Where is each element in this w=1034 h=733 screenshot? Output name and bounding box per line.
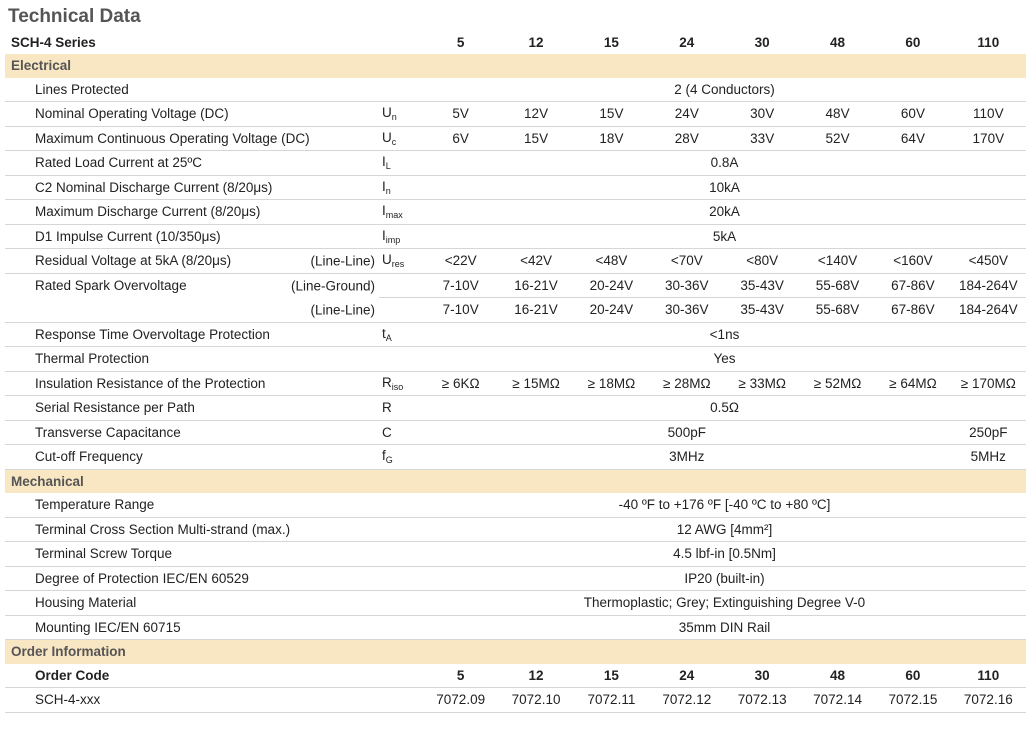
page-title: Technical Data bbox=[8, 6, 141, 27]
variant-header: 48 bbox=[800, 664, 875, 688]
table-row bbox=[5, 175, 1026, 200]
row-label: Mounting IEC/EN 60715 bbox=[5, 615, 379, 640]
table-row bbox=[5, 78, 1026, 102]
cell-value: 67-86V bbox=[875, 298, 950, 323]
order-code: 7072.13 bbox=[725, 688, 800, 713]
order-code: 7072.15 bbox=[875, 688, 950, 713]
variant-header: 12 bbox=[498, 664, 573, 688]
cell-value: 35-43V bbox=[725, 298, 800, 323]
cell-value: ≥ 15MΩ bbox=[498, 371, 573, 396]
order-code: 7072.12 bbox=[649, 688, 724, 713]
cell-value: 15V bbox=[574, 102, 649, 127]
cell-value: 20-24V bbox=[574, 298, 649, 323]
technical-data-table bbox=[5, 31, 1026, 713]
variant-header: 24 bbox=[649, 664, 724, 688]
order-code: 7072.14 bbox=[800, 688, 875, 713]
row-label: Lines Protected bbox=[5, 78, 379, 102]
cell-value: 30-36V bbox=[649, 273, 724, 298]
cell-value: ≥ 28MΩ bbox=[649, 371, 724, 396]
table-row bbox=[5, 371, 1026, 396]
cell-value: 12V bbox=[498, 102, 573, 127]
row-label: Serial Resistance per Path bbox=[5, 396, 379, 421]
cell-value: <70V bbox=[649, 249, 724, 274]
row-qualifier: (Line-Line) bbox=[310, 302, 375, 317]
row-value: <1ns bbox=[423, 322, 1026, 347]
row-value: 2 (4 Conductors) bbox=[423, 78, 1026, 102]
row-value: Yes bbox=[423, 347, 1026, 372]
row-value: -40 ºF to +176 ºF [-40 ºC to +80 ºC] bbox=[423, 493, 1026, 517]
table-row bbox=[5, 445, 1026, 470]
cell-value: ≥ 64MΩ bbox=[875, 371, 950, 396]
row-value: 0.5Ω bbox=[423, 396, 1026, 421]
cell-value: ≥ 18MΩ bbox=[574, 371, 649, 396]
cell-value: 5MHz bbox=[951, 445, 1026, 470]
row-symbol: $I_{imp}$ bbox=[379, 224, 423, 249]
cell-value: <22V bbox=[423, 249, 498, 274]
cell-value: ≥ 33MΩ bbox=[725, 371, 800, 396]
cell-value: 33V bbox=[725, 126, 800, 151]
row-label: Maximum Discharge Current (8/20μs) bbox=[5, 200, 379, 225]
cell-value: <450V bbox=[951, 249, 1026, 274]
row-label: Terminal Cross Section Multi-strand (max.) bbox=[5, 517, 379, 542]
row-value: 4.5 lbf-in [0.5Nm] bbox=[423, 542, 1026, 567]
cell-value: ≥ 170MΩ bbox=[951, 371, 1026, 396]
cell-value: 30V bbox=[725, 102, 800, 127]
row-symbol: $I_n$ bbox=[379, 175, 423, 200]
row-label: C2 Nominal Discharge Current (8/20μs) bbox=[5, 175, 379, 200]
cell-value: 67-86V bbox=[875, 273, 950, 298]
table-row bbox=[5, 420, 1026, 445]
row-label: Response Time Overvoltage Protection bbox=[5, 322, 379, 347]
cell-value: <48V bbox=[574, 249, 649, 274]
cell-value: 52V bbox=[800, 126, 875, 151]
row-label: Cut-off Frequency bbox=[5, 445, 379, 470]
order-code: 7072.11 bbox=[574, 688, 649, 713]
order-code: 7072.09 bbox=[423, 688, 498, 713]
row-value: 10kA bbox=[423, 175, 1026, 200]
row-label: Rated Spark Overvoltage (Line-Ground) bbox=[35, 278, 375, 293]
cell-value: 5V bbox=[423, 102, 498, 127]
table-row bbox=[5, 102, 1026, 127]
row-label: D1 Impulse Current (10/350μs) bbox=[5, 224, 379, 249]
variant-header: 24 bbox=[679, 35, 695, 50]
order-header-row bbox=[5, 664, 1026, 688]
cell-value: 20-24V bbox=[574, 273, 649, 298]
row-label: Residual Voltage at 5kA (8/20μs) (Line-Line) bbox=[5, 249, 379, 274]
section-title: Mechanical bbox=[5, 469, 1026, 493]
cell-value: 18V bbox=[574, 126, 649, 151]
variant-header: 15 bbox=[574, 664, 649, 688]
order-code: 7072.16 bbox=[951, 688, 1026, 713]
cell-value: 55-68V bbox=[800, 273, 875, 298]
table-row bbox=[5, 591, 1026, 616]
row-symbol: R bbox=[379, 396, 423, 421]
row-label: Transverse Capacitance bbox=[5, 420, 379, 445]
cell-value: 60V bbox=[875, 102, 950, 127]
order-code: 7072.10 bbox=[498, 688, 573, 713]
cell-value: 15V bbox=[498, 126, 573, 151]
row-value: 500pF bbox=[423, 420, 951, 445]
variant-header: 30 bbox=[754, 35, 770, 50]
table-row bbox=[5, 126, 1026, 151]
section-title: Electrical bbox=[5, 54, 1026, 78]
section-order-information bbox=[5, 640, 1026, 664]
section-mechanical bbox=[5, 469, 1026, 493]
table-row bbox=[5, 151, 1026, 176]
row-symbol: $U_{res}$ bbox=[379, 249, 423, 274]
row-symbol: $t_A$ bbox=[379, 322, 423, 347]
row-value: Thermoplastic; Grey; Extinguishing Degree V-0 bbox=[423, 591, 1026, 616]
variant-header: 60 bbox=[905, 35, 921, 50]
row-symbol: $I_{max}$ bbox=[379, 200, 423, 225]
row-label: SCH-4-xxx bbox=[5, 688, 379, 713]
row-label: Order Code bbox=[5, 664, 379, 688]
table-row bbox=[5, 542, 1026, 567]
table-row bbox=[5, 396, 1026, 421]
table-row bbox=[5, 517, 1026, 542]
cell-value: 7-10V bbox=[423, 273, 498, 298]
cell-value: <80V bbox=[725, 249, 800, 274]
row-label: Rated Load Current at 25ºC bbox=[5, 151, 379, 176]
cell-value: 35-43V bbox=[725, 273, 800, 298]
row-symbol: C bbox=[379, 420, 423, 445]
row-value: 0.8A bbox=[423, 151, 1026, 176]
cell-value: 48V bbox=[800, 102, 875, 127]
cell-value: 28V bbox=[649, 126, 724, 151]
section-electrical bbox=[5, 54, 1026, 78]
table-row bbox=[5, 322, 1026, 347]
row-symbol: $U_n$ bbox=[379, 102, 423, 127]
row-qualifier: (Line-Line) bbox=[310, 253, 375, 269]
table-row bbox=[5, 566, 1026, 591]
row-qualifier: (Line-Ground) bbox=[290, 278, 375, 293]
cell-value: 55-68V bbox=[800, 298, 875, 323]
row-value: 20kA bbox=[423, 200, 1026, 225]
row-label: Insulation Resistance of the Protection bbox=[5, 371, 379, 396]
variant-header: 60 bbox=[875, 664, 950, 688]
cell-value: 24V bbox=[649, 102, 724, 127]
row-value: IP20 (built-in) bbox=[423, 566, 1026, 591]
row-label bbox=[5, 298, 379, 323]
row-label: Housing Material bbox=[5, 591, 379, 616]
row-value: 35mm DIN Rail bbox=[423, 615, 1026, 640]
variant-header: 30 bbox=[725, 664, 800, 688]
cell-value: 184-264V bbox=[951, 273, 1026, 298]
cell-value: 16-21V bbox=[498, 298, 573, 323]
row-symbol: $I_L$ bbox=[379, 151, 423, 176]
cell-value: 184-264V bbox=[951, 298, 1026, 323]
row-value: 12 AWG [4mm²] bbox=[423, 517, 1026, 542]
cell-value: 170V bbox=[951, 126, 1026, 151]
variant-header: 15 bbox=[603, 35, 619, 50]
cell-value: 30-36V bbox=[649, 298, 724, 323]
cell-value: 250pF bbox=[951, 420, 1026, 445]
cell-value: 6V bbox=[423, 126, 498, 151]
table-row bbox=[5, 493, 1026, 517]
table-row bbox=[5, 347, 1026, 372]
row-value: 3MHz bbox=[423, 445, 951, 470]
cell-value: 64V bbox=[875, 126, 950, 151]
row-value: 5kA bbox=[423, 224, 1026, 249]
variant-header: 5 bbox=[456, 35, 465, 50]
cell-value: ≥ 52MΩ bbox=[800, 371, 875, 396]
series-header-row bbox=[5, 31, 1026, 54]
variant-header: 5 bbox=[423, 664, 498, 688]
variant-header: 48 bbox=[830, 35, 846, 50]
table-row bbox=[5, 200, 1026, 225]
table-row bbox=[5, 224, 1026, 249]
series-name: SCH-4 Series bbox=[11, 35, 96, 50]
variant-header: 110 bbox=[977, 35, 1000, 50]
row-label: Degree of Protection IEC/EN 60529 bbox=[5, 566, 379, 591]
table-row bbox=[5, 298, 1026, 323]
row-label: Maximum Continuous Operating Voltage (DC) bbox=[5, 126, 379, 151]
cell-value: ≥ 6KΩ bbox=[423, 371, 498, 396]
row-label: Nominal Operating Voltage (DC) bbox=[5, 102, 379, 127]
cell-value: <42V bbox=[498, 249, 573, 274]
table-row bbox=[5, 688, 1026, 713]
table-row bbox=[5, 273, 1026, 298]
row-symbol: $R_{iso}$ bbox=[379, 371, 423, 396]
cell-value: 16-21V bbox=[498, 273, 573, 298]
row-symbol: $f_G$ bbox=[379, 445, 423, 470]
variant-header: 110 bbox=[951, 664, 1026, 688]
cell-value: 7-10V bbox=[423, 298, 498, 323]
row-label: Terminal Screw Torque bbox=[5, 542, 379, 567]
row-label: Thermal Protection bbox=[5, 347, 379, 372]
row-symbol: $U_c$ bbox=[379, 126, 423, 151]
cell-value: <160V bbox=[875, 249, 950, 274]
table-row bbox=[5, 615, 1026, 640]
row-label: Temperature Range bbox=[5, 493, 379, 517]
table-row bbox=[5, 249, 1026, 274]
cell-value: 110V bbox=[951, 102, 1026, 127]
cell-value: <140V bbox=[800, 249, 875, 274]
variant-header: 12 bbox=[528, 35, 544, 50]
section-title: Order Information bbox=[5, 640, 1026, 664]
